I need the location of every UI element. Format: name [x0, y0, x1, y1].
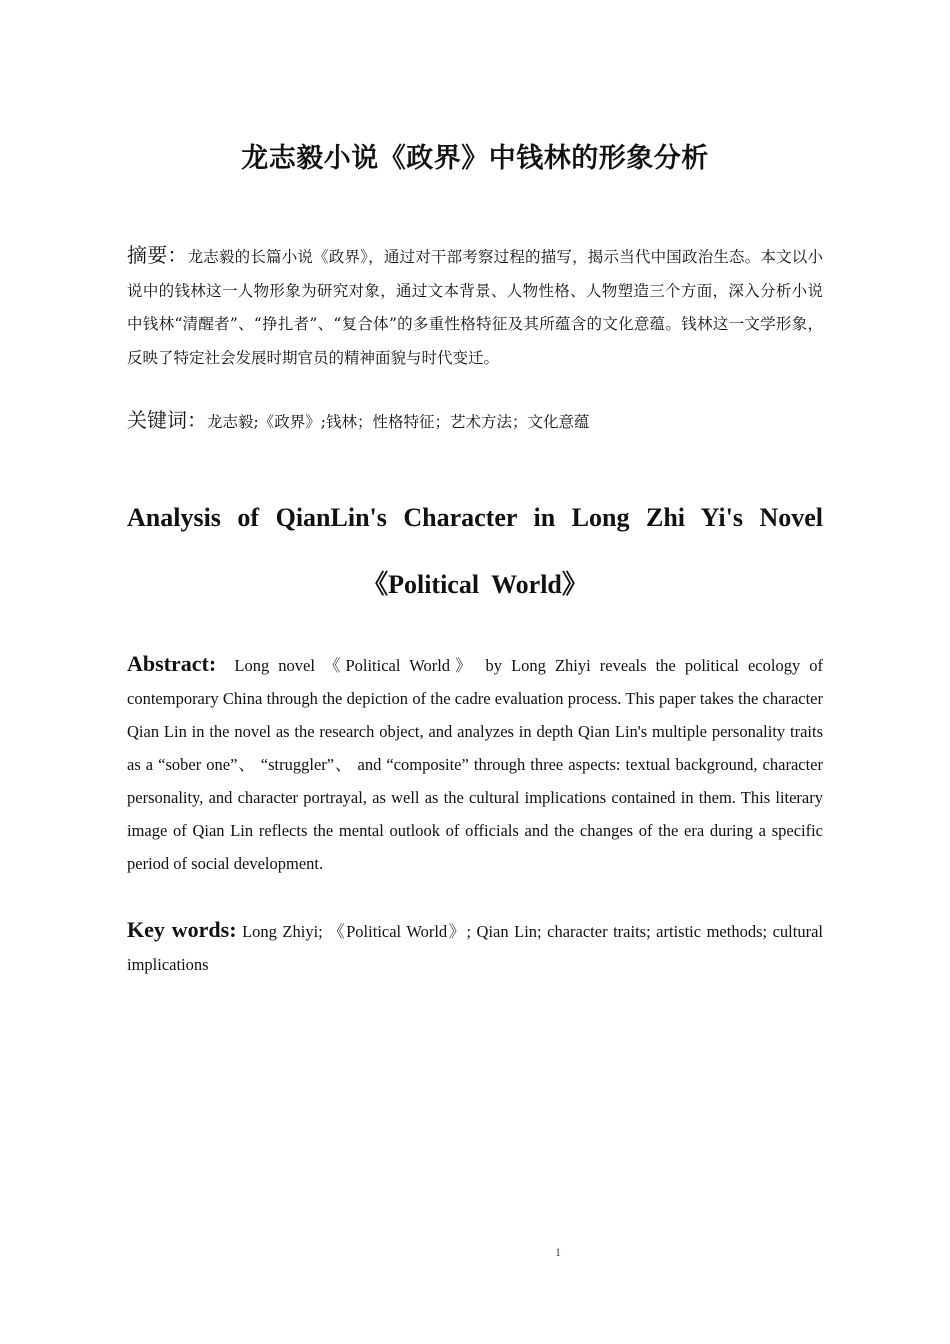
- english-abstract-text: Long novel 《Political World》 by Long Zhiyi reveals the political ecology of contemporary China through the depiction of the cadre evaluation process. This paper takes the character Qian Lin in the novel as the research object, and analyzes in depth Qian Lin's multiple personality traits as a “sober one”、 “struggler”、 and “composite” through three aspects: textual background, character personality, and character portrayal, as well as the cultural implications contained in them. This literary image of Qian Lin reflects the mental outlook of officials and the changes of the era during a specific period of social development.: [127, 656, 824, 873]
- english-title-line-1: Analysis of QianLin's Character in Long Zhi Yi's Novel: [127, 503, 823, 532]
- english-title: [127, 484, 823, 618]
- english-abstract: [127, 647, 823, 880]
- english-keywords-label: Key words:: [127, 917, 237, 942]
- chinese-title: 龙志毅小说《政界》中钱林的形象分析: [241, 143, 709, 174]
- chinese-abstract: [127, 239, 823, 375]
- chinese-keywords-label: 关键词：: [127, 408, 207, 432]
- english-title-line-2: 《Political World》: [362, 570, 588, 599]
- page-number: 1: [555, 1245, 561, 1259]
- english-keywords: [127, 913, 823, 981]
- chinese-abstract-label: 摘要：: [127, 243, 188, 267]
- chinese-abstract-text: 龙志毅的长篇小说《政界》，通过对干部考察过程的描写，揭示当代中国政治生态。本文以小说中的钱林这一人物形象为研究对象，通过文本背景、人物性格、人物塑造三个方面，深入分析小说中钱林“清醒者”、“挣扎者”、“复合体”的多重性格特征及其所蕴含的文化意蕴。钱林这一文学形象，反映了特定社会发展时期官员的精神面貌与时代变迁。: [127, 248, 823, 367]
- chinese-keywords-text: 龙志毅;《政界》;钱林；性格特征；艺术方法；文化意蕴: [207, 413, 590, 431]
- english-keywords-text: Long Zhiyi; 《Political World》; Qian Lin; character traits; artistic methods; cultural implications: [127, 922, 824, 974]
- chinese-keywords: [127, 404, 823, 439]
- english-abstract-label: Abstract:: [127, 651, 217, 676]
